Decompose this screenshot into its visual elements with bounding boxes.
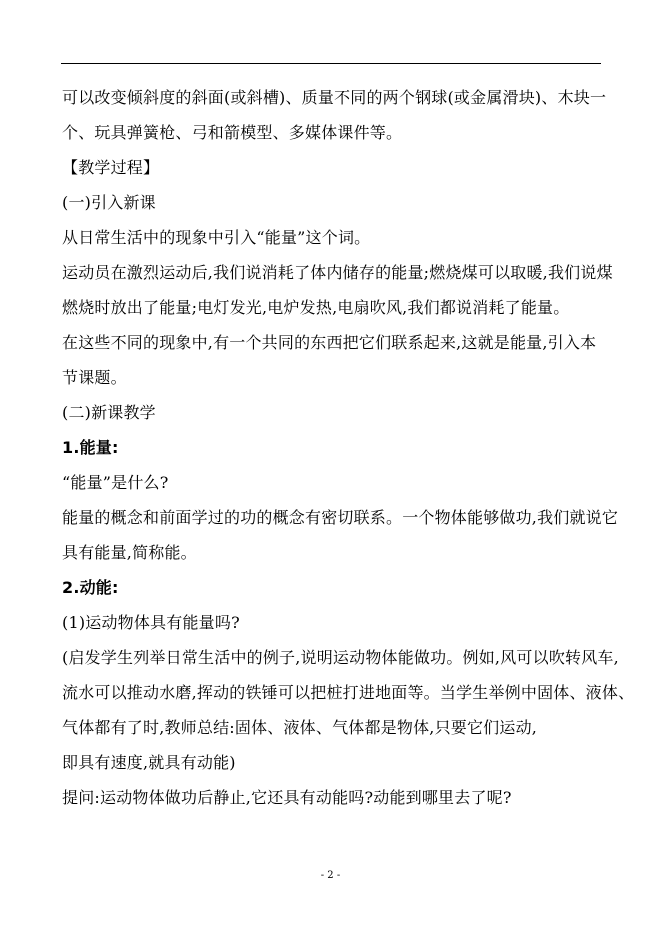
heading-kinetic-energy: 2.动能: — [62, 578, 119, 597]
text-line-materials-1: 可以改变倾斜度的斜面(或斜槽)、质量不同的两个钢球(或金属滑块)、木块一 — [62, 88, 607, 107]
text-line-materials-2: 个、玩具弹簧枪、弓和箭模型、多媒体课件等。 — [62, 123, 403, 142]
text-line-energy-def-1: 能量的概念和前面学过的功的概念有密切联系。一个物体能够做功,我们就说它 — [62, 508, 619, 527]
text-line-athlete-2: 燃烧时放出了能量;电灯发光,电炉发热,电扇吹风,我们都说消耗了能量。 — [62, 298, 570, 317]
page-number: - 2 - — [320, 870, 341, 881]
section-heading-teaching-process: 【教学过程】 — [62, 158, 160, 177]
text-line-intro: 从日常生活中的现象中引入“能量”这个词。 — [62, 228, 371, 247]
text-line-what-is-energy: “能量”是什么? — [62, 473, 169, 492]
subheading-introduce-lesson: (一)引入新课 — [62, 193, 156, 212]
text-line-examples-1: (启发学生列举日常生活中的例子,说明运动物体能做功。例如,风可以吹转风车, — [62, 648, 619, 667]
text-line-examples-3: 气体都有了时,教师总结:固体、液体、气体都是物体,只要它们运动, — [62, 718, 538, 737]
header-rule — [61, 63, 601, 64]
text-line-athlete-1: 运动员在激烈运动后,我们说消耗了体内储存的能量;燃烧煤可以取暖,我们说煤 — [62, 263, 613, 282]
document-body — [62, 80, 635, 815]
subheading-new-lesson: (二)新课教学 — [62, 403, 156, 422]
text-line-energy-def-2: 具有能量,简称能。 — [62, 543, 197, 562]
text-line-question-2: 提问:运动物体做功后静止,它还具有动能吗?动能到哪里去了呢? — [62, 788, 512, 807]
text-line-common-2: 节课题。 — [62, 368, 127, 387]
text-line-common-1: 在这些不同的现象中,有一个共同的东西把它们联系起来,这就是能量,引入本 — [62, 333, 597, 352]
text-line-examples-2: 流水可以推动水磨,挥动的铁锤可以把桩打进地面等。当学生举例中固体、液体、 — [62, 683, 635, 702]
text-line-question-1: (1)运动物体具有能量吗? — [62, 613, 240, 632]
heading-energy: 1.能量: — [62, 438, 119, 457]
text-line-examples-4: 即具有速度,就具有动能) — [62, 753, 236, 772]
